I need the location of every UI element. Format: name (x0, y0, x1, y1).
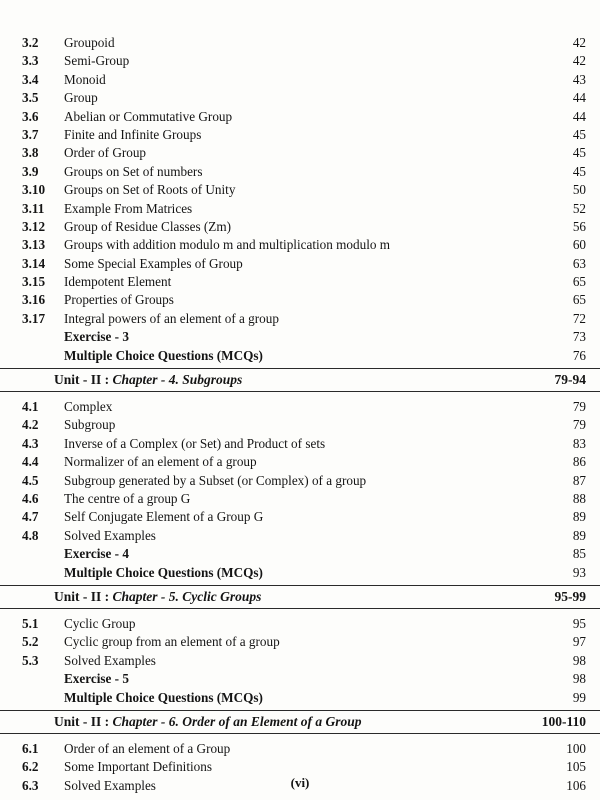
toc-entry (0, 615, 600, 633)
section-number: 3.4 (22, 71, 39, 87)
section-title: Solved Examples (64, 527, 156, 543)
page-number: 65 (572, 274, 586, 290)
page-number: 83 (572, 435, 586, 451)
chapter-header (0, 368, 600, 392)
section-title: Multiple Choice Questions (MCQs) (64, 564, 263, 580)
section-number: 6.1 (22, 740, 39, 756)
unit-label: Unit - II : (54, 713, 113, 729)
page-number: 85 (572, 546, 586, 562)
section-number: 3.12 (22, 218, 46, 234)
page-number: 73 (572, 329, 586, 345)
page-number: 42 (572, 35, 586, 50)
page-number: 43 (572, 71, 586, 87)
section-title: Exercise - 3 (64, 329, 129, 345)
page-number: 79 (572, 399, 586, 415)
section-number: 3.11 (22, 200, 45, 216)
chapter-page-range: 95-99 (554, 588, 586, 604)
toc-entry (0, 71, 600, 89)
section-number: 3.17 (22, 310, 46, 326)
section-title: Group (64, 90, 98, 106)
toc-entry (0, 181, 600, 199)
section-title: Subgroup (64, 417, 116, 433)
page-number: 56 (572, 218, 586, 234)
section-number: 6.2 (22, 759, 39, 775)
chapter-page-range: 79-94 (554, 372, 586, 388)
toc-entry (0, 347, 600, 365)
toc-entry (0, 144, 600, 162)
page-number: 89 (572, 509, 586, 525)
page-number: 45 (572, 145, 586, 161)
page-number: 87 (572, 472, 586, 488)
page-number: 105 (566, 759, 586, 775)
section-title: Order of an element of a Group (64, 740, 231, 756)
table-of-contents (0, 34, 600, 795)
chapter-title (54, 369, 242, 391)
section-number: 4.2 (22, 417, 39, 433)
toc-entry (0, 740, 600, 758)
section-title: Groups on Set of Roots of Unity (64, 182, 236, 198)
page-number: 52 (572, 200, 586, 216)
page-number: 76 (572, 347, 586, 363)
section-number: 4.6 (22, 490, 39, 506)
page-number: 42 (572, 53, 586, 69)
page-number: 88 (572, 490, 586, 506)
section-title: Groups on Set of numbers (64, 163, 203, 179)
page-number: 100 (566, 740, 586, 756)
section-number: 5.2 (22, 634, 39, 650)
section-number: 3.3 (22, 53, 39, 69)
section-number: 3.13 (22, 237, 46, 253)
section-title: Exercise - 4 (64, 546, 129, 562)
toc-entry (0, 34, 600, 52)
chapter-name: Chapter - 4. Subgroups (112, 372, 243, 388)
page-number: 98 (572, 671, 586, 687)
page-number: 50 (572, 182, 586, 198)
section-title: Solved Examples (64, 777, 156, 793)
section-number: 3.16 (22, 292, 46, 308)
toc-entry (0, 545, 600, 563)
toc-entry (0, 416, 600, 434)
section-number: 3.15 (22, 274, 46, 290)
section-number: 4.8 (22, 527, 39, 543)
section-number: 3.7 (22, 126, 39, 142)
section-title: Multiple Choice Questions (MCQs) (64, 347, 263, 363)
page-number: 63 (572, 255, 586, 271)
section-title: Some Important Definitions (64, 759, 212, 775)
toc-entry (0, 273, 600, 291)
section-title: Exercise - 5 (64, 671, 129, 687)
section-number: 4.7 (22, 509, 39, 525)
section-title: Example From Matrices (64, 200, 193, 216)
toc-entry (0, 328, 600, 346)
page-number: 99 (572, 689, 586, 705)
chapter-name: Chapter - 5. Cyclic Groups (112, 588, 262, 604)
section-number: 3.5 (22, 90, 39, 106)
section-number: 3.8 (22, 145, 39, 161)
page-number: 86 (572, 454, 586, 470)
toc-entry (0, 126, 600, 144)
section-title: Idempotent Element (64, 274, 172, 290)
page-number: 45 (572, 163, 586, 179)
page-number-footer: (vi) (290, 775, 310, 790)
section-number: 3.9 (22, 163, 39, 179)
section-title: Self Conjugate Element of a Group G (64, 509, 264, 525)
toc-entry (0, 200, 600, 218)
section-number: 3.10 (22, 182, 46, 198)
section-title: Integral powers of an element of a group (64, 310, 279, 326)
section-title: Inverse of a Complex (or Set) and Product of sets (64, 435, 326, 451)
section-number: 6.3 (22, 777, 39, 793)
section-number: 4.1 (22, 399, 39, 415)
section-number: 4.3 (22, 435, 39, 451)
chapter-name: Chapter - 6. Order of an Element of a Group (112, 713, 362, 729)
unit-label: Unit - II : (54, 588, 113, 604)
toc-entry (0, 758, 600, 776)
toc-entry (0, 435, 600, 453)
chapter-header (0, 710, 600, 734)
section-title: Cyclic group from an element of a group (64, 634, 280, 650)
section-number: 3.2 (22, 35, 39, 50)
toc-entry (0, 472, 600, 490)
section-title: Abelian or Commutative Group (64, 108, 233, 124)
toc-entry (0, 633, 600, 651)
toc-entry (0, 670, 600, 688)
page-number: 44 (572, 108, 586, 124)
section-title: Some Special Examples of Group (64, 255, 243, 271)
toc-entry (0, 564, 600, 582)
section-title: Semi-Group (64, 53, 130, 69)
toc-entry (0, 52, 600, 70)
chapter-page-range: 100-110 (541, 713, 586, 729)
section-number: 3.6 (22, 108, 39, 124)
page-number: 60 (572, 237, 586, 253)
section-title: Cyclic Group (64, 615, 136, 631)
page-number: 44 (572, 90, 586, 106)
section-title: Solved Examples (64, 652, 156, 668)
toc-entry (0, 236, 600, 254)
section-number: 5.1 (22, 615, 39, 631)
page-number: 79 (572, 417, 586, 433)
section-number: 3.14 (22, 255, 46, 271)
section-title: Multiple Choice Questions (MCQs) (64, 689, 263, 705)
page-number: 106 (566, 777, 586, 793)
toc-entry (0, 310, 600, 328)
section-title: Properties of Groups (64, 292, 174, 308)
toc-entry (0, 291, 600, 309)
section-title: Monoid (64, 71, 106, 87)
section-title: Complex (64, 399, 113, 415)
section-title: Subgroup generated by a Subset (or Complex) of a group (64, 472, 367, 488)
section-title: The centre of a group G (64, 490, 191, 506)
section-title: Groupoid (64, 35, 115, 50)
section-title: Group of Residue Classes (Zm) (64, 218, 232, 234)
chapter-title (54, 711, 362, 733)
toc-entry (0, 652, 600, 670)
page-number: 98 (572, 652, 586, 668)
toc-entry (0, 108, 600, 126)
toc-entry (0, 490, 600, 508)
page-number: 97 (572, 634, 586, 650)
page-number: 95 (572, 615, 586, 631)
toc-entry (0, 453, 600, 471)
toc-entry (0, 255, 600, 273)
chapter-title (54, 586, 261, 608)
toc-entry (0, 398, 600, 416)
section-number: 5.3 (22, 652, 39, 668)
section-title: Order of Group (64, 145, 147, 161)
toc-entry (0, 689, 600, 707)
page-number: 65 (572, 292, 586, 308)
section-number: 4.5 (22, 472, 39, 488)
section-title: Normalizer of an element of a group (64, 454, 257, 470)
page-number: 89 (572, 527, 586, 543)
toc-entry (0, 508, 600, 526)
page-number: 72 (572, 310, 586, 326)
toc-entry (0, 527, 600, 545)
chapter-header (0, 585, 600, 609)
section-title: Groups with addition modulo m and multiplication modulo m (64, 237, 391, 253)
toc-entry (0, 89, 600, 107)
toc-entry (0, 163, 600, 181)
toc-entry (0, 218, 600, 236)
page-number: 45 (572, 126, 586, 142)
section-number: 4.4 (22, 454, 39, 470)
section-title: Finite and Infinite Groups (64, 126, 202, 142)
unit-label: Unit - II : (54, 372, 113, 388)
page-number: 93 (572, 564, 586, 580)
